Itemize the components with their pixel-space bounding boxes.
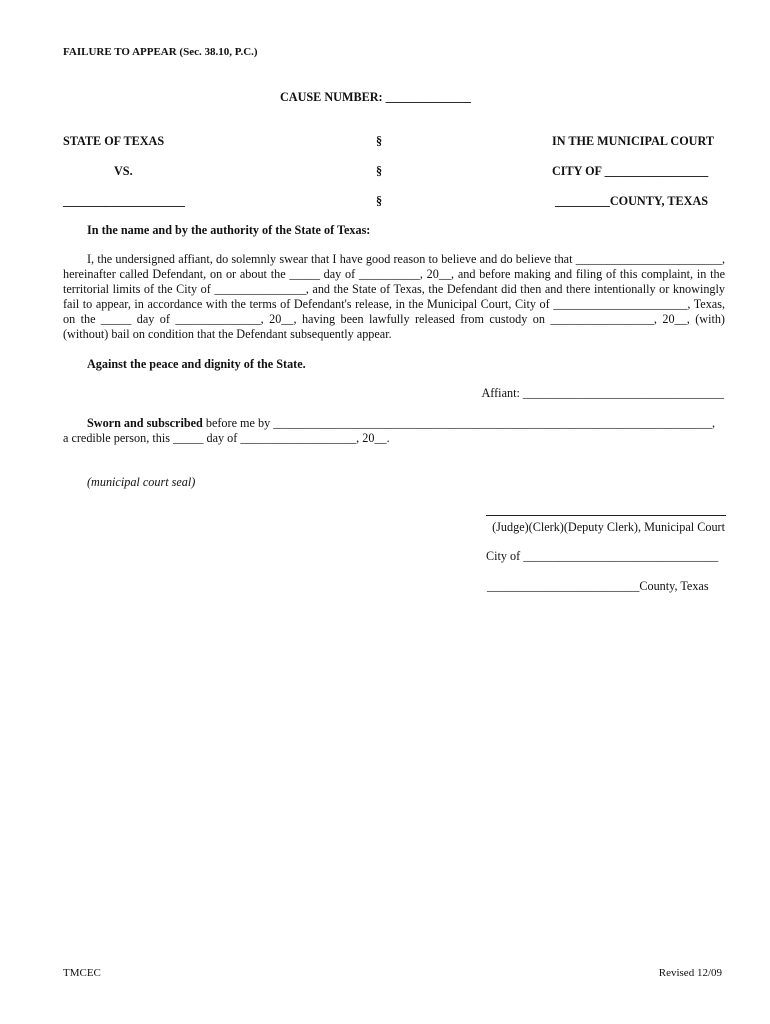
caption-defendant-blank: ____________________ (63, 194, 185, 208)
complaint-line: I, the undersigned affiant, do solemnly swear that I have good reason to believe and do believe that ________________________, (87, 252, 725, 266)
complaint-line: on the _____ day of ______________, 20__, having been lawfully released from custody on _________________, 20__, (with) (63, 312, 725, 326)
section-mark: § (376, 164, 383, 178)
sworn-line-rest: before me by ________________________________________________________________________, (202, 416, 716, 430)
section-mark: § (376, 194, 383, 208)
complaint-line: fail to appear, in accordance with the terms of Defendant's release, in the Municipal Court, City of ______________________, Texas, (63, 297, 725, 311)
complaint-paragraph (63, 252, 725, 342)
caption-county: _________COUNTY, TEXAS (555, 194, 709, 208)
caption-court: IN THE MUNICIPAL COURT (552, 134, 714, 148)
sworn-lead: Sworn and subscribed (87, 416, 203, 430)
form-title: FAILURE TO APPEAR (Sec. 38.10, P.C.) (63, 46, 258, 58)
section-mark: § (376, 134, 383, 148)
affiant-line: Affiant: _________________________________ (481, 386, 724, 400)
caption-state: STATE OF TEXAS (63, 134, 165, 148)
signature-rule (486, 515, 726, 516)
footer-org: TMCEC (63, 967, 101, 979)
complaint-line: hereinafter called Defendant, on or about the _____ day of __________, 20__, and before making and filing of this complaint, in the (63, 267, 725, 281)
complaint-line: territorial limits of the City of _______________, and the State of Texas, the Defendant did then and there intentionally or knowingly (63, 282, 725, 296)
signature-title: (Judge)(Clerk)(Deputy Clerk), Municipal Court (492, 520, 725, 534)
footer-revision: Revised 12/09 (658, 967, 722, 979)
peace-dignity: Against the peace and dignity of the State. (87, 357, 306, 371)
signature-city: City of ________________________________ (486, 549, 719, 563)
caption-city: CITY OF _________________ (552, 164, 709, 178)
sworn-line-2: a credible person, this _____ day of ___________________, 20__. (63, 431, 390, 445)
signature-county: _________________________County, Texas (487, 579, 709, 593)
caption-vs: VS. (114, 164, 133, 178)
cause-number: CAUSE NUMBER: ______________ (280, 90, 471, 104)
complaint-line: (without) bail on condition that the Defendant subsequently appear. (63, 327, 392, 341)
seal-label: (municipal court seal) (87, 475, 196, 489)
authority-statement: In the name and by the authority of the State of Texas: (87, 223, 371, 237)
sworn-line (87, 416, 715, 431)
